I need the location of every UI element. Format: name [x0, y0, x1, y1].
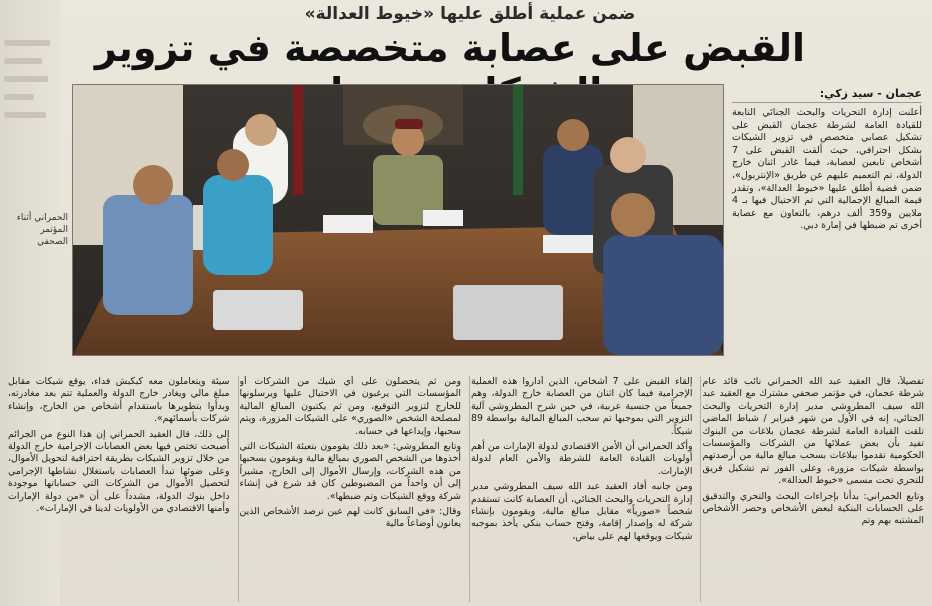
- article-intro: أعلنت إدارة التحريات والبحث الجنائي التابعة للقيادة العامة لشرطة عجمان القبض على تشكيل عصابي متخصص في تزوير الشيكات بشكل احترافي، حيث ألقت القبض على 7 أشخاص تابعين لعصابة، فيما غادر اثنان خارج الدولة، تم التعميم عليهم عن طريق «الإنتربول»، ضمن قضية أطلق عليها «خيوط العدالة»، وتقدر قيمة المبالغ الإجمالية التي تم الاحتيال فيها بـ 4 ملايين و359 ألف درهم، بالتعاون مع عصابة أخرى تم ضبطها في إمارة دبي.: [732, 107, 922, 232]
- article-column-1: [703, 376, 925, 602]
- paragraph: تفصيلاً، قال العقيد عبد الله الحمراني نائب قائد عام شرطة عجمان، في مؤتمر صحفي مشترك مع العقيد عبد الله سيف المطروشي مدير إدارة التحريات والبحث الجنائي، إنه في الأول من شهر فبراير / شباط الماضي تلقت القيادة العامة لشرطة عجمان بلاغات من البنوك تفيد بأن بعض عملائها من الشركات والمؤسسات الحكومية تقدموا ببلاغات بسحب مبالغ مالية من أرصدتهم بواسطة شيكات مزورة، وعلى الفور تم تشكيل فريق للتحري تحت مسمى «خيوط العدالة».: [702, 376, 924, 487]
- article-body: [8, 376, 924, 602]
- paragraph: ومن جانبه أفاد العقيد عبد الله سيف المطروشي مدير إدارة التحريات والبحث الجنائي، أن العصابة كانت تستقدم شخصاً «صورياً» مقابل مبالغ مالية، ويقومون بإنشاء شركة له وإصدار إقامة، وفتح حساب بنكي يأخذ بموجبه شيكات ويوقعها لهم على بياض،: [471, 481, 693, 542]
- article-kicker: ضمن عملية أطلق عليها «خيوط العدالة»: [304, 4, 636, 24]
- photo-caption: الحمراني أثناء المؤتمر الصحفي: [16, 213, 68, 247]
- press-conference-photo: [72, 84, 724, 356]
- paragraph: ومن ثم يتحصلون على أي شيك من الشركات أو المؤسسات التي يرغبون في الاحتيال عليها ويرسلونها للخارج لتزوير التوقيع، ومن ثم يكتبون المبالغ المالية لمصلحة الشخص «الصوري» على الشيكات المزورة، ويتم سحبها، وإيداعها في حسابه.: [239, 376, 461, 437]
- article-column-2: [471, 376, 693, 602]
- paragraph: وقال: «في السابق كانت لهم عين ترصد الأشخاص الذين يعانون أوضاعاً مالية: [239, 506, 461, 530]
- paragraph: وتابع المطروشي: «بعد ذلك يقومون بتعبئة الشيكات التي أخذوها من الشخص الصوري بمبالغ مالية ويقومون بسحبها من هذه الشركات، وإرسال الأموال إلى الخارج، مشيراً إلى أن واحداً من المضبوطين كان قد شرع في إنشاء شركة ووقع الشيكات وتم ضبطها».: [239, 441, 461, 502]
- article-column-3: [240, 376, 462, 602]
- paragraph: إلى ذلك، قال العقيد الحمراني إن هذا النوع من الجرائم أصبحت تختص فيها بعض العصابات الإجرامية خارج الدولة من خلال تزوير الشيكات بطريقة احترافية لتحويل الأموال، وعلى ضوئها تبدأ العصابات باستغلال نشاطها الإجرامي لتحصيل الأموال من الشركات التي حساباتها موجودة داخل بنوك الدولة، مشدداً على أن «من دولة الإمارات وأمنها الاقتصادي من الأولويات لدينا في الإمارات».: [8, 428, 230, 515]
- article-column-4: [8, 376, 230, 602]
- paragraph: سيئة ويتعاملون معه كبكبش فداء، يوقع شيكات مقابل مبلغ مالي ويغادر خارج الدولة والعملية تتم بعد مغادرته، وبدأوا بتطويرها باستقدام أشخاص من الخارج، وإنشاء شركات بأسمائهم».: [8, 376, 230, 425]
- article-headline: القبض على عصابة متخصصة في تزوير: [94, 26, 806, 70]
- paragraph: وأكد الحمراني أن الأمن الاقتصادي لدولة الإمارات من أهم أولويات القيادة العامة للشرطة والأمن العام لدولة الإمارات.: [471, 441, 693, 477]
- byline: عجمان - سيد زكي:: [732, 87, 922, 103]
- paragraph: إلقاء القبض على 7 أشخاص، الذين أداروا هذه العملية الإجرامية فيما كان اثنان من العصابة خارج الدولة، وهم جميعاً من جنسية عربية، في حين شرح المطروشي آلية التزوير التي بموجبها تم سحب المبالغ المالية بواسطة 89 شيكاً.: [471, 376, 693, 437]
- paragraph: وتابع الحمراني: بدأنا بإجراءات البحث والتحري والتدقيق على الحسابات البنكية لبعض الأشخاص وحصر الأشخاص المشتبه بهم وتم: [702, 490, 924, 527]
